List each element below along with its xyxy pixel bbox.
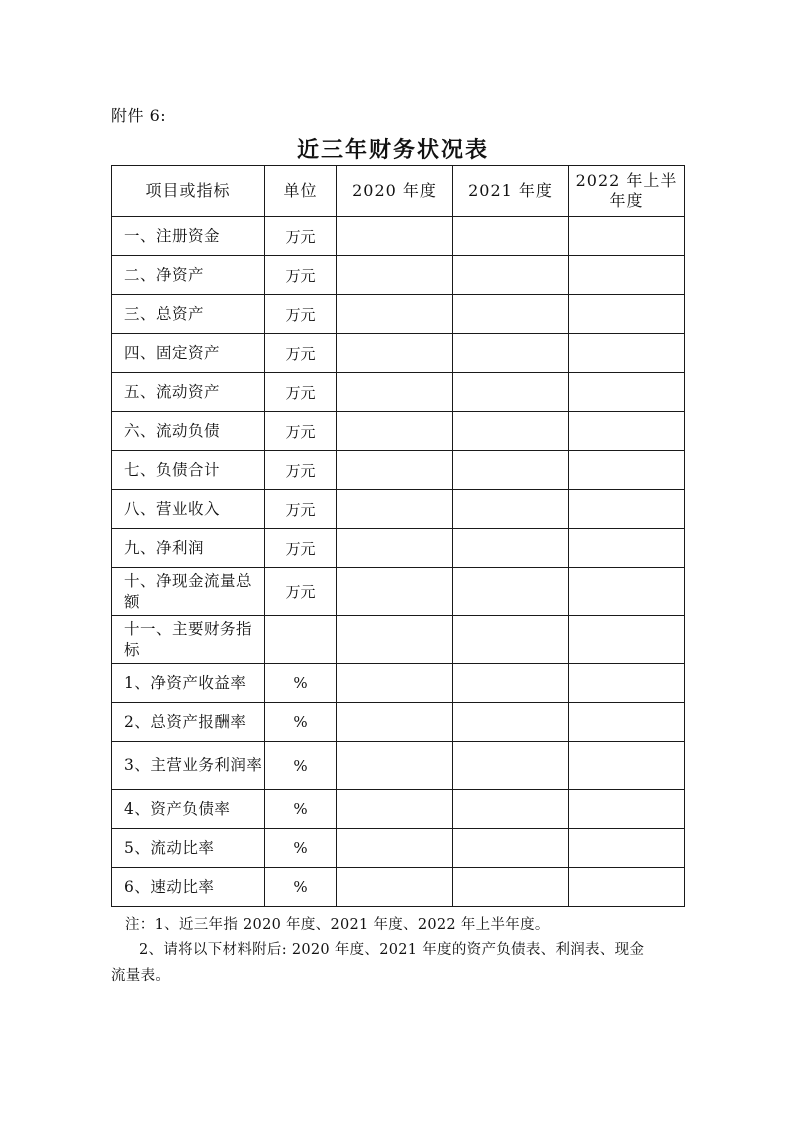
row-item-label: 4、资产负债率 bbox=[112, 790, 265, 829]
row-value-y2[interactable] bbox=[453, 616, 569, 664]
table-row bbox=[112, 451, 685, 490]
table-row bbox=[112, 616, 685, 664]
row-unit: 万元 bbox=[265, 373, 337, 412]
row-value-y1[interactable] bbox=[337, 451, 453, 490]
row-value-y1[interactable] bbox=[337, 664, 453, 703]
table-row bbox=[112, 217, 685, 256]
column-header-2022h1: 2022 年上半年度 bbox=[569, 166, 685, 217]
row-unit: 万元 bbox=[265, 412, 337, 451]
row-value-y3[interactable] bbox=[569, 256, 685, 295]
row-item-label: 五、流动资产 bbox=[112, 373, 265, 412]
row-value-y1[interactable] bbox=[337, 256, 453, 295]
note-line-1: 注：1、近三年指 2020 年度、2021 年度、2022 年上半年度。 bbox=[125, 917, 550, 933]
row-unit: % bbox=[265, 829, 337, 868]
row-item-label: 十一、主要财务指标 bbox=[112, 616, 265, 664]
row-unit: 万元 bbox=[265, 295, 337, 334]
table-row bbox=[112, 529, 685, 568]
row-value-y1[interactable] bbox=[337, 373, 453, 412]
row-unit: % bbox=[265, 742, 337, 790]
table-row bbox=[112, 412, 685, 451]
column-header-2021: 2021 年度 bbox=[453, 166, 569, 217]
row-unit: % bbox=[265, 664, 337, 703]
table-row bbox=[112, 664, 685, 703]
note-line-3: 流量表。 bbox=[111, 967, 171, 984]
row-value-y2[interactable] bbox=[453, 334, 569, 373]
table-row bbox=[112, 373, 685, 412]
table-notes bbox=[111, 913, 701, 989]
row-value-y3[interactable] bbox=[569, 412, 685, 451]
row-item-label: 6、速动比率 bbox=[112, 868, 265, 907]
row-value-y2[interactable] bbox=[453, 490, 569, 529]
row-unit bbox=[265, 616, 337, 664]
row-value-y3[interactable] bbox=[569, 490, 685, 529]
row-value-y3[interactable] bbox=[569, 790, 685, 829]
row-unit: 万元 bbox=[265, 529, 337, 568]
row-item-label: 八、营业收入 bbox=[112, 490, 265, 529]
row-value-y1[interactable] bbox=[337, 490, 453, 529]
row-item-label: 一、注册资金 bbox=[112, 217, 265, 256]
row-unit: 万元 bbox=[265, 568, 337, 616]
row-value-y3[interactable] bbox=[569, 373, 685, 412]
row-value-y3[interactable] bbox=[569, 664, 685, 703]
table-header-row bbox=[112, 166, 685, 217]
column-header-item: 项目或指标 bbox=[112, 166, 265, 217]
row-value-y3[interactable] bbox=[569, 568, 685, 616]
row-item-label: 三、总资产 bbox=[112, 295, 265, 334]
row-value-y2[interactable] bbox=[453, 568, 569, 616]
row-value-y1[interactable] bbox=[337, 412, 453, 451]
row-value-y1[interactable] bbox=[337, 568, 453, 616]
column-header-unit: 单位 bbox=[265, 166, 337, 217]
row-value-y1[interactable] bbox=[337, 742, 453, 790]
row-value-y2[interactable] bbox=[453, 529, 569, 568]
table-row bbox=[112, 256, 685, 295]
attachment-label: 附件 6: bbox=[111, 106, 167, 125]
row-value-y3[interactable] bbox=[569, 217, 685, 256]
row-value-y1[interactable] bbox=[337, 829, 453, 868]
row-unit: 万元 bbox=[265, 217, 337, 256]
row-value-y3[interactable] bbox=[569, 703, 685, 742]
row-unit: % bbox=[265, 868, 337, 907]
row-unit: 万元 bbox=[265, 451, 337, 490]
table-row bbox=[112, 868, 685, 907]
row-item-label: 3、主营业务利润率 bbox=[112, 742, 265, 790]
table-row bbox=[112, 334, 685, 373]
row-value-y3[interactable] bbox=[569, 829, 685, 868]
row-value-y2[interactable] bbox=[453, 451, 569, 490]
row-item-label: 2、总资产报酬率 bbox=[112, 703, 265, 742]
row-value-y2[interactable] bbox=[453, 217, 569, 256]
row-value-y3[interactable] bbox=[569, 742, 685, 790]
row-unit: 万元 bbox=[265, 334, 337, 373]
row-value-y1[interactable] bbox=[337, 217, 453, 256]
row-item-label: 5、流动比率 bbox=[112, 829, 265, 868]
row-item-label: 七、负债合计 bbox=[112, 451, 265, 490]
table-row bbox=[112, 829, 685, 868]
row-value-y3[interactable] bbox=[569, 616, 685, 664]
table-row bbox=[112, 742, 685, 790]
row-value-y2[interactable] bbox=[453, 829, 569, 868]
table-row bbox=[112, 295, 685, 334]
row-unit: % bbox=[265, 703, 337, 742]
row-value-y1[interactable] bbox=[337, 868, 453, 907]
row-value-y2[interactable] bbox=[453, 256, 569, 295]
row-value-y2[interactable] bbox=[453, 664, 569, 703]
column-header-2020: 2020 年度 bbox=[337, 166, 453, 217]
row-value-y2[interactable] bbox=[453, 412, 569, 451]
row-value-y2[interactable] bbox=[453, 373, 569, 412]
row-value-y2[interactable] bbox=[453, 703, 569, 742]
row-value-y3[interactable] bbox=[569, 295, 685, 334]
page-title: 近三年财务状况表 bbox=[296, 137, 489, 163]
row-value-y1[interactable] bbox=[337, 529, 453, 568]
table-row bbox=[112, 568, 685, 616]
row-value-y1[interactable] bbox=[337, 703, 453, 742]
table-body bbox=[112, 217, 685, 907]
row-item-label: 1、净资产收益率 bbox=[112, 664, 265, 703]
row-value-y2[interactable] bbox=[453, 790, 569, 829]
row-item-label: 二、净资产 bbox=[112, 256, 265, 295]
row-item-label: 六、流动负债 bbox=[112, 412, 265, 451]
row-value-y1[interactable] bbox=[337, 295, 453, 334]
row-value-y1[interactable] bbox=[337, 616, 453, 664]
row-value-y3[interactable] bbox=[569, 451, 685, 490]
row-value-y1[interactable] bbox=[337, 790, 453, 829]
financial-status-table bbox=[111, 165, 685, 907]
row-unit: % bbox=[265, 790, 337, 829]
row-value-y2[interactable] bbox=[453, 868, 569, 907]
note-line-2: 2、请将以下材料附后: 2020 年度、2021 年度的资产负债表、利润表、现金 bbox=[139, 942, 645, 959]
row-item-label: 十、净现金流量总额 bbox=[112, 568, 265, 616]
row-value-y1[interactable] bbox=[337, 334, 453, 373]
row-value-y2[interactable] bbox=[453, 295, 569, 334]
row-item-label: 九、净利润 bbox=[112, 529, 265, 568]
row-value-y3[interactable] bbox=[569, 868, 685, 907]
row-unit: 万元 bbox=[265, 490, 337, 529]
row-unit: 万元 bbox=[265, 256, 337, 295]
row-value-y3[interactable] bbox=[569, 334, 685, 373]
row-item-label: 四、固定资产 bbox=[112, 334, 265, 373]
table-row bbox=[112, 790, 685, 829]
row-value-y3[interactable] bbox=[569, 529, 685, 568]
table-row bbox=[112, 703, 685, 742]
row-value-y2[interactable] bbox=[453, 742, 569, 790]
table-row bbox=[112, 490, 685, 529]
